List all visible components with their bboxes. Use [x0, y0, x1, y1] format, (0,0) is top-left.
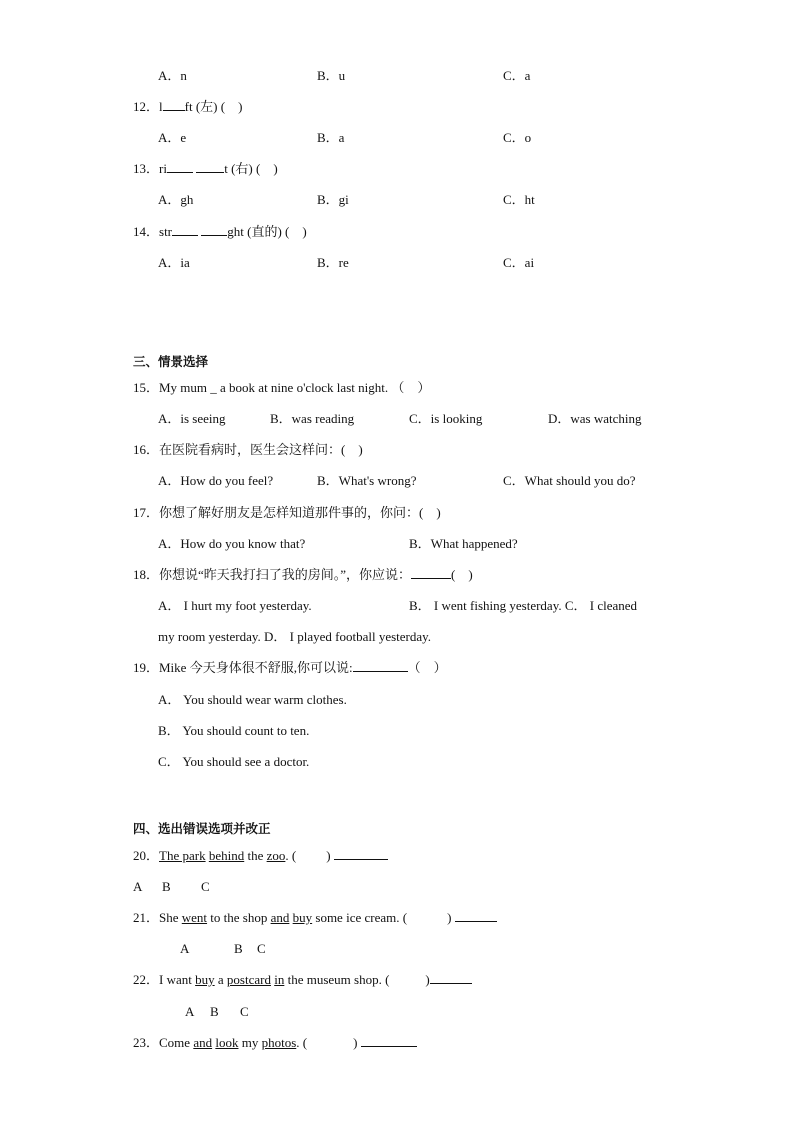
- section-title-4: 四、选出错误选项并改正: [133, 821, 271, 836]
- underlined-option-c: in: [274, 972, 285, 987]
- plain-word: the museum shop. (: [287, 972, 390, 987]
- paren-open: . (: [296, 1035, 308, 1050]
- underlined-option-b: postcard: [226, 972, 271, 987]
- q18-option-bc: B． I went fishing yesterday. C． I cleaned: [409, 598, 638, 613]
- q16-option-a: A．How do you feel?: [158, 473, 274, 488]
- q17-option-b: B．What happened?: [409, 536, 518, 551]
- underlined-option-a: The park: [159, 848, 206, 863]
- question-16: 16．在医院看病时，医生会这样问：( ): [133, 442, 363, 457]
- q16-option-b: B．What's wrong?: [317, 473, 417, 488]
- plain-word: She: [159, 910, 179, 925]
- paren-close: ): [353, 1035, 358, 1050]
- q18-option-cd-line: my room yesterday. D． I played football yesterday.: [158, 629, 432, 644]
- q19-option-a: A． You should wear warm clothes.: [158, 692, 347, 707]
- question-number: 20．: [133, 848, 160, 863]
- section-title-3: 三、情景选择: [133, 354, 209, 369]
- q21-letter-b: B: [234, 941, 243, 956]
- plain-word: Come: [159, 1035, 191, 1050]
- q16-option-c: C．What should you do?: [503, 473, 636, 488]
- question-19: [133, 660, 447, 676]
- q12-option-c: C．o: [503, 130, 532, 145]
- q12-option-a: A．e: [158, 130, 187, 145]
- answer-blank: [163, 99, 185, 111]
- question-12: [133, 99, 242, 115]
- question-text: 18．你想说“昨天我打扫了我的房间。”，你应说：: [133, 567, 412, 582]
- q14-option-b: B．re: [317, 255, 349, 270]
- plain-word: a: [217, 972, 224, 987]
- q15-option-a: A．is seeing: [158, 411, 226, 426]
- q13-option-a: A．gh: [158, 192, 194, 207]
- q17-option-a: A．How do you know that?: [158, 536, 306, 551]
- q13-option-b: B．gi: [317, 192, 349, 207]
- q13-option-c: C．ht: [503, 192, 535, 207]
- underlined-option-a: buy: [195, 972, 215, 987]
- question-number: 23．: [133, 1035, 160, 1050]
- paren-close: ): [447, 910, 452, 925]
- plain-word: some ice cream. (: [315, 910, 408, 925]
- question-18: [133, 567, 473, 583]
- plain-word: to the shop: [210, 910, 268, 925]
- plain-word: the: [247, 848, 264, 863]
- question-prefix: ri: [159, 161, 167, 176]
- underlined-option-c: photos: [261, 1035, 297, 1050]
- answer-blank: [167, 161, 193, 173]
- q15-option-c: C．is looking: [409, 411, 483, 426]
- question-suffix: t (右) ( ): [224, 161, 278, 176]
- answer-blank: [411, 567, 451, 579]
- plain-word: I want: [159, 972, 192, 987]
- q11-option-c: C．a: [503, 68, 531, 83]
- q22-letter-b: B: [210, 1004, 219, 1019]
- q15-option-b: B．was reading: [270, 411, 355, 426]
- question-20: [133, 848, 388, 864]
- underlined-option-a: and: [193, 1035, 213, 1050]
- answer-blank: [201, 224, 227, 236]
- correction-blank: [334, 848, 388, 860]
- question-number: 22．: [133, 972, 160, 987]
- question-prefix: str: [159, 224, 173, 239]
- question-14: [133, 224, 307, 240]
- q20-letter-c: C: [201, 879, 210, 894]
- question-number: 12．: [133, 99, 160, 114]
- question-text: 19．Mike 今天身体很不舒服,你可以说:: [133, 660, 353, 675]
- question-suffix: ght (直的) ( ): [227, 224, 307, 239]
- question-suffix: ft (左) ( ): [184, 99, 243, 114]
- question-13: [133, 161, 278, 177]
- question-paren: ( ): [451, 567, 473, 582]
- question-number: 13．: [133, 161, 160, 176]
- answer-blank: [172, 224, 198, 236]
- correction-blank: [361, 1035, 417, 1047]
- underlined-option-b: behind: [208, 848, 245, 863]
- q19-option-b: B． You should count to ten.: [158, 723, 310, 738]
- q14-option-c: C．ai: [503, 255, 535, 270]
- q21-letter-c: C: [257, 941, 266, 956]
- paren-open: . (: [285, 848, 297, 863]
- underlined-option-b: look: [215, 1035, 239, 1050]
- q22-letter-a: A: [185, 1004, 195, 1019]
- question-number: 14．: [133, 224, 160, 239]
- underlined-option-b: and: [270, 910, 290, 925]
- question-17: 17．你想了解好朋友是怎样知道那件事的，你问：( ): [133, 505, 441, 520]
- question-number: 21．: [133, 910, 160, 925]
- question-prefix: l: [159, 99, 163, 114]
- q14-option-a: A．ia: [158, 255, 190, 270]
- q19-option-c: C． You should see a doctor.: [158, 754, 310, 769]
- underlined-option-c: zoo: [266, 848, 286, 863]
- question-15: 15．My mum _ a book at nine o'clock last night. （ ）: [133, 380, 431, 395]
- answer-blank: [196, 161, 224, 173]
- paren-close: ): [326, 848, 331, 863]
- question-23: [133, 1035, 417, 1051]
- q22-letter-c: C: [240, 1004, 249, 1019]
- q12-option-b: B．a: [317, 130, 345, 145]
- plain-word: my: [241, 1035, 259, 1050]
- correction-blank: [430, 972, 472, 984]
- answer-blank: [353, 660, 408, 672]
- q20-letter-a: A: [133, 879, 143, 894]
- q11-option-a: A．n: [158, 68, 187, 83]
- question-21: [133, 910, 497, 926]
- correction-blank: [455, 910, 497, 922]
- q11-option-b: B．u: [317, 68, 346, 83]
- q21-letter-a: A: [180, 941, 190, 956]
- q15-option-d: D．was watching: [548, 411, 642, 426]
- paren-close: ): [425, 972, 430, 987]
- question-22: [133, 972, 472, 988]
- q20-letter-b: B: [162, 879, 171, 894]
- underlined-option-c: buy: [292, 910, 313, 925]
- underlined-option-a: went: [181, 910, 208, 925]
- q18-option-a: A． I hurt my foot yesterday.: [158, 598, 312, 613]
- question-paren: （ ）: [407, 660, 447, 675]
